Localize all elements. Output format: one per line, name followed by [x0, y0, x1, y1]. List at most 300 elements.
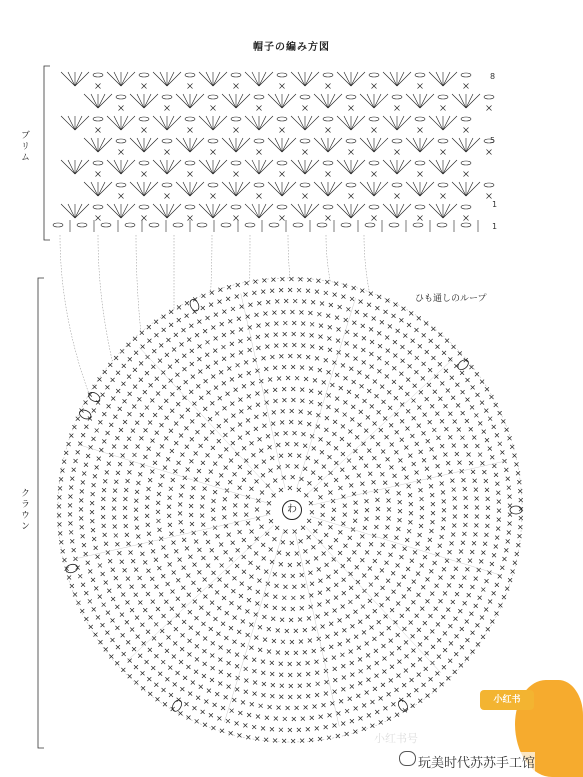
- sc-stitch: [385, 435, 389, 439]
- dc-stitch: [374, 94, 388, 108]
- sc-stitch: [494, 403, 498, 407]
- sc-stitch: [100, 623, 104, 627]
- sc-stitch: [442, 351, 446, 355]
- sc-stitch: [226, 297, 230, 301]
- sc-stitch: [73, 592, 77, 596]
- dc-stitch: [406, 94, 420, 108]
- sc-stitch: [121, 593, 125, 597]
- sc-stitch: [218, 288, 222, 292]
- sc-stitch: [345, 475, 349, 479]
- dc-stitch: [305, 160, 312, 174]
- sc-stitch: [383, 481, 387, 485]
- sc-stitch: [145, 514, 149, 518]
- sc-stitch: [319, 346, 323, 350]
- sc-stitch: [142, 84, 147, 89]
- dc-stitch: [429, 72, 443, 86]
- sc-stitch: [466, 378, 470, 382]
- sc-stitch: [189, 504, 193, 508]
- sc-stitch: [108, 559, 112, 563]
- sc-stitch: [418, 344, 422, 348]
- sc-stitch: [391, 702, 395, 706]
- sc-stitch: [219, 670, 223, 674]
- sc-stitch: [134, 568, 138, 572]
- sc-stitch: [349, 483, 353, 487]
- sc-stitch: [121, 633, 125, 637]
- sc-stitch: [138, 576, 142, 580]
- chain-stitch: [162, 139, 172, 143]
- sc-stitch: [411, 399, 415, 403]
- chain-stitch: [461, 205, 471, 209]
- sc-stitch: [272, 493, 276, 497]
- sc-stitch: [375, 710, 379, 714]
- sc-stitch: [400, 419, 404, 423]
- sc-stitch: [379, 696, 383, 700]
- sc-stitch: [374, 593, 378, 597]
- sc-stitch: [364, 517, 368, 521]
- sc-stitch: [110, 638, 114, 642]
- sc-stitch: [187, 652, 191, 656]
- sc-stitch: [111, 597, 115, 601]
- sc-stitch: [279, 728, 283, 732]
- sc-stitch: [69, 434, 73, 438]
- dc-stitch: [144, 138, 151, 152]
- sc-stitch: [407, 323, 411, 327]
- sc-stitch: [177, 305, 181, 309]
- sc-stitch: [366, 615, 370, 619]
- dc-stitch: [167, 116, 181, 130]
- sc-stitch: [470, 585, 474, 589]
- sc-stitch: [156, 519, 160, 523]
- sc-stitch: [365, 691, 369, 695]
- sc-stitch: [209, 713, 213, 717]
- sc-stitch: [145, 371, 149, 375]
- sc-stitch: [226, 719, 230, 723]
- sc-stitch: [166, 582, 170, 586]
- sc-stitch: [188, 172, 193, 177]
- sc-stitch: [262, 682, 266, 686]
- sc-stitch: [126, 640, 130, 644]
- sc-stitch: [289, 277, 293, 281]
- sc-stitch: [182, 538, 186, 542]
- sc-stitch: [135, 490, 139, 494]
- sc-stitch: [508, 522, 512, 526]
- sc-stitch: [405, 654, 409, 658]
- sc-stitch: [318, 495, 322, 499]
- sc-stitch: [303, 650, 307, 654]
- sc-stitch: [107, 589, 111, 593]
- sc-stitch: [381, 449, 385, 453]
- sc-stitch: [417, 673, 421, 677]
- sc-stitch: [441, 106, 446, 111]
- dc-stitch: [107, 72, 121, 86]
- sc-stitch: [430, 447, 434, 451]
- sc-stitch: [206, 564, 210, 568]
- sc-stitch: [154, 654, 158, 658]
- sc-stitch: [392, 366, 396, 370]
- sc-stitch: [265, 334, 269, 338]
- sc-stitch: [334, 538, 338, 542]
- sc-stitch: [119, 150, 124, 155]
- dc-stitch: [429, 160, 443, 174]
- sc-stitch: [420, 506, 424, 510]
- sc-stitch: [282, 596, 286, 600]
- sc-stitch: [196, 384, 200, 388]
- sc-stitch: [199, 444, 203, 448]
- sc-stitch: [159, 592, 163, 596]
- sc-stitch: [327, 455, 331, 459]
- sc-stitch: [367, 449, 371, 453]
- dc-stitch: [383, 204, 397, 218]
- sc-stitch: [485, 438, 489, 442]
- sc-stitch: [325, 280, 329, 284]
- sc-stitch: [343, 400, 347, 404]
- sc-stitch: [195, 430, 199, 434]
- sc-stitch: [156, 607, 160, 611]
- dc-stitch: [222, 138, 236, 152]
- sc-stitch: [399, 372, 403, 376]
- sc-stitch: [292, 343, 296, 347]
- sc-stitch: [112, 507, 116, 511]
- sc-stitch: [230, 709, 234, 713]
- chain-stitch: [116, 95, 126, 99]
- sc-stitch: [485, 579, 489, 583]
- sc-stitch: [272, 311, 276, 315]
- sc-stitch: [217, 716, 221, 720]
- sc-stitch: [188, 692, 192, 696]
- sc-stitch: [318, 402, 322, 406]
- sc-stitch: [318, 391, 322, 395]
- sc-stitch: [229, 557, 233, 561]
- sc-stitch: [141, 345, 145, 349]
- dc-stitch: [443, 72, 450, 86]
- sc-stitch: [270, 672, 274, 676]
- sc-stitch: [409, 620, 413, 624]
- sc-stitch: [487, 106, 492, 111]
- sc-stitch: [392, 544, 396, 548]
- sc-stitch: [269, 548, 273, 552]
- sc-stitch: [301, 717, 305, 721]
- sc-stitch: [354, 706, 358, 710]
- sc-stitch: [309, 389, 313, 393]
- sc-stitch: [480, 615, 484, 619]
- sc-stitch: [504, 548, 508, 552]
- dc-stitch: [397, 204, 411, 218]
- sc-stitch: [498, 442, 502, 446]
- sc-stitch: [366, 415, 370, 419]
- sc-stitch: [454, 652, 458, 656]
- sc-stitch: [103, 479, 107, 483]
- sc-stitch: [91, 492, 95, 496]
- sc-stitch: [300, 366, 304, 370]
- sc-stitch: [455, 383, 459, 387]
- sc-stitch: [92, 483, 96, 487]
- sc-stitch: [211, 325, 215, 329]
- sc-stitch: [254, 636, 258, 640]
- dc-stitch: [183, 138, 190, 152]
- sc-stitch: [316, 425, 320, 429]
- sc-stitch: [135, 526, 139, 530]
- sc-stitch: [69, 486, 73, 490]
- dc-stitch: [84, 182, 98, 196]
- sc-stitch: [358, 620, 362, 624]
- sc-stitch: [96, 615, 100, 619]
- sc-stitch: [173, 682, 177, 686]
- sc-stitch: [500, 566, 504, 570]
- sc-stitch: [281, 640, 285, 644]
- sc-stitch: [290, 640, 294, 644]
- sc-stitch: [302, 299, 306, 303]
- chain-stitch: [438, 183, 448, 187]
- dc-stitch: [190, 182, 204, 196]
- sc-stitch: [428, 368, 432, 372]
- sc-stitch: [494, 544, 498, 548]
- sc-stitch: [254, 415, 258, 419]
- sc-stitch: [70, 584, 74, 588]
- sc-stitch: [149, 615, 153, 619]
- sc-stitch: [389, 553, 393, 557]
- sc-stitch: [383, 416, 387, 420]
- sc-stitch: [440, 444, 444, 448]
- sc-stitch: [136, 445, 140, 449]
- dc-stitch: [390, 160, 397, 174]
- sc-stitch: [334, 282, 338, 286]
- dc-stitch: [321, 182, 328, 196]
- sc-stitch: [144, 428, 148, 432]
- sc-stitch: [343, 513, 347, 517]
- dc-stitch: [68, 160, 75, 174]
- dc-stitch: [121, 160, 135, 174]
- dc-stitch: [98, 138, 112, 152]
- sc-stitch: [101, 506, 105, 510]
- sc-stitch: [113, 415, 117, 419]
- sc-stitch: [223, 433, 227, 437]
- dc-stitch: [176, 182, 190, 196]
- chain-stitch: [277, 73, 287, 77]
- sc-stitch: [457, 428, 461, 432]
- sc-stitch: [250, 441, 254, 445]
- sc-stitch: [469, 612, 473, 616]
- sc-stitch: [273, 606, 277, 610]
- sc-stitch: [264, 367, 268, 371]
- sc-stitch: [291, 475, 295, 479]
- sc-stitch: [90, 510, 94, 514]
- sc-stitch: [332, 557, 336, 561]
- sc-stitch: [277, 551, 281, 555]
- sc-stitch: [405, 392, 409, 396]
- sc-stitch: [190, 349, 194, 353]
- sc-stitch: [422, 362, 426, 366]
- sc-stitch: [377, 464, 381, 468]
- chain-stitch: [93, 205, 103, 209]
- sc-stitch: [492, 425, 496, 429]
- sc-stitch: [369, 327, 373, 331]
- sc-stitch: [265, 322, 269, 326]
- sc-stitch: [291, 365, 295, 369]
- crown-bracket: [38, 278, 44, 748]
- dc-stitch: [328, 138, 342, 152]
- sc-stitch: [273, 388, 277, 392]
- sc-stitch: [370, 435, 374, 439]
- dc-stitch: [107, 204, 121, 218]
- sc-stitch: [164, 436, 168, 440]
- chain-stitch: [139, 73, 149, 77]
- sc-stitch: [333, 678, 337, 682]
- sc-stitch: [196, 413, 200, 417]
- guide-line: [60, 235, 89, 394]
- sc-stitch: [471, 631, 475, 635]
- dc-stitch: [68, 116, 75, 130]
- sc-stitch: [88, 599, 92, 603]
- sc-stitch: [365, 375, 369, 379]
- sc-stitch: [158, 359, 162, 363]
- dc-stitch: [282, 182, 289, 196]
- loop-mark: [171, 699, 184, 713]
- dc-stitch: [75, 116, 89, 130]
- loop-label: ひも通しのループ: [415, 294, 487, 304]
- sc-stitch: [379, 428, 383, 432]
- sc-stitch: [92, 537, 96, 541]
- sc-stitch: [261, 543, 265, 547]
- chain-stitch: [254, 139, 264, 143]
- chain-stitch: [323, 117, 333, 121]
- dc-stitch: [167, 204, 174, 218]
- sc-stitch: [235, 664, 239, 668]
- sc-stitch: [461, 411, 465, 415]
- sc-stitch: [360, 482, 364, 486]
- sc-stitch: [388, 324, 392, 328]
- sc-stitch: [431, 511, 435, 515]
- sc-stitch: [362, 336, 366, 340]
- sc-stitch: [321, 513, 325, 517]
- row-number: 8: [490, 72, 496, 81]
- sc-stitch: [442, 508, 446, 512]
- sc-stitch: [300, 606, 304, 610]
- sc-stitch: [189, 324, 193, 328]
- sc-stitch: [211, 374, 215, 378]
- sc-stitch: [174, 549, 178, 553]
- dc-stitch: [344, 160, 351, 174]
- sc-stitch: [280, 84, 285, 89]
- dc-stitch: [314, 182, 328, 196]
- sc-stitch: [326, 599, 330, 603]
- sc-stitch: [249, 646, 253, 650]
- sc-stitch: [161, 574, 165, 578]
- sc-stitch: [451, 396, 455, 400]
- sc-stitch: [338, 551, 342, 555]
- sc-stitch: [214, 313, 218, 317]
- sc-stitch: [169, 310, 173, 314]
- sc-stitch: [394, 450, 398, 454]
- sc-stitch: [390, 665, 394, 669]
- sc-stitch: [464, 444, 468, 448]
- sc-stitch: [422, 431, 426, 435]
- dc-stitch: [160, 116, 167, 130]
- sc-stitch: [96, 172, 101, 177]
- dc-stitch: [190, 94, 197, 108]
- sc-stitch: [361, 605, 365, 609]
- dc-stitch: [374, 182, 381, 196]
- chain-stitch: [392, 183, 402, 187]
- sc-stitch: [227, 649, 231, 653]
- sc-stitch: [266, 484, 270, 488]
- sc-stitch: [102, 524, 106, 528]
- sc-stitch: [247, 371, 251, 375]
- sc-stitch: [341, 363, 345, 367]
- sc-stitch: [398, 518, 402, 522]
- sc-stitch: [255, 601, 259, 605]
- sc-stitch: [285, 442, 289, 446]
- dc-stitch: [153, 204, 167, 218]
- sc-stitch: [191, 681, 195, 685]
- sc-stitch: [402, 575, 406, 579]
- magic-ring-label: わ: [282, 500, 302, 520]
- sc-stitch: [430, 493, 434, 497]
- sc-stitch: [237, 606, 241, 610]
- dc-stitch: [236, 94, 250, 108]
- dc-stitch: [321, 94, 328, 108]
- sc-stitch: [68, 494, 72, 498]
- dc-stitch: [291, 204, 305, 218]
- sc-stitch: [205, 340, 209, 344]
- sc-stitch: [116, 645, 120, 649]
- sc-stitch: [292, 332, 296, 336]
- sc-stitch: [339, 386, 343, 390]
- dc-stitch: [199, 160, 213, 174]
- sc-stitch: [153, 413, 157, 417]
- sc-stitch: [281, 310, 285, 314]
- dc-stitch: [190, 138, 197, 152]
- dc-stitch: [397, 72, 411, 86]
- chain-stitch: [93, 161, 103, 165]
- sc-stitch: [288, 453, 292, 457]
- sc-stitch: [280, 128, 285, 133]
- sc-stitch: [172, 570, 176, 574]
- sc-stitch: [270, 355, 274, 359]
- sc-stitch: [82, 472, 86, 476]
- sc-stitch: [288, 695, 292, 699]
- sc-stitch: [300, 595, 304, 599]
- sc-stitch: [154, 683, 158, 687]
- sc-stitch: [188, 555, 192, 559]
- sc-stitch: [134, 508, 138, 512]
- sc-stitch: [151, 439, 155, 443]
- dc-stitch: [367, 182, 374, 196]
- dc-stitch: [390, 72, 397, 86]
- sc-stitch: [448, 550, 452, 554]
- dc-stitch: [213, 204, 220, 218]
- dc-stitch: [213, 160, 227, 174]
- chain-stitch: [413, 223, 423, 227]
- sc-stitch: [216, 534, 220, 538]
- sc-stitch: [129, 551, 133, 555]
- sc-stitch: [165, 353, 169, 357]
- sc-stitch: [197, 570, 201, 574]
- sc-stitch: [92, 408, 96, 412]
- sc-stitch: [380, 385, 384, 389]
- sc-stitch: [381, 543, 385, 547]
- sc-stitch: [222, 381, 226, 385]
- sc-stitch: [106, 431, 110, 435]
- sc-stitch: [324, 692, 328, 696]
- sc-stitch: [518, 489, 522, 493]
- sc-stitch: [307, 535, 311, 539]
- sc-stitch: [313, 529, 317, 533]
- sc-stitch: [365, 642, 369, 646]
- sc-stitch: [435, 671, 439, 675]
- sc-stitch: [475, 623, 479, 627]
- sc-stitch: [420, 607, 424, 611]
- sc-stitch: [444, 369, 448, 373]
